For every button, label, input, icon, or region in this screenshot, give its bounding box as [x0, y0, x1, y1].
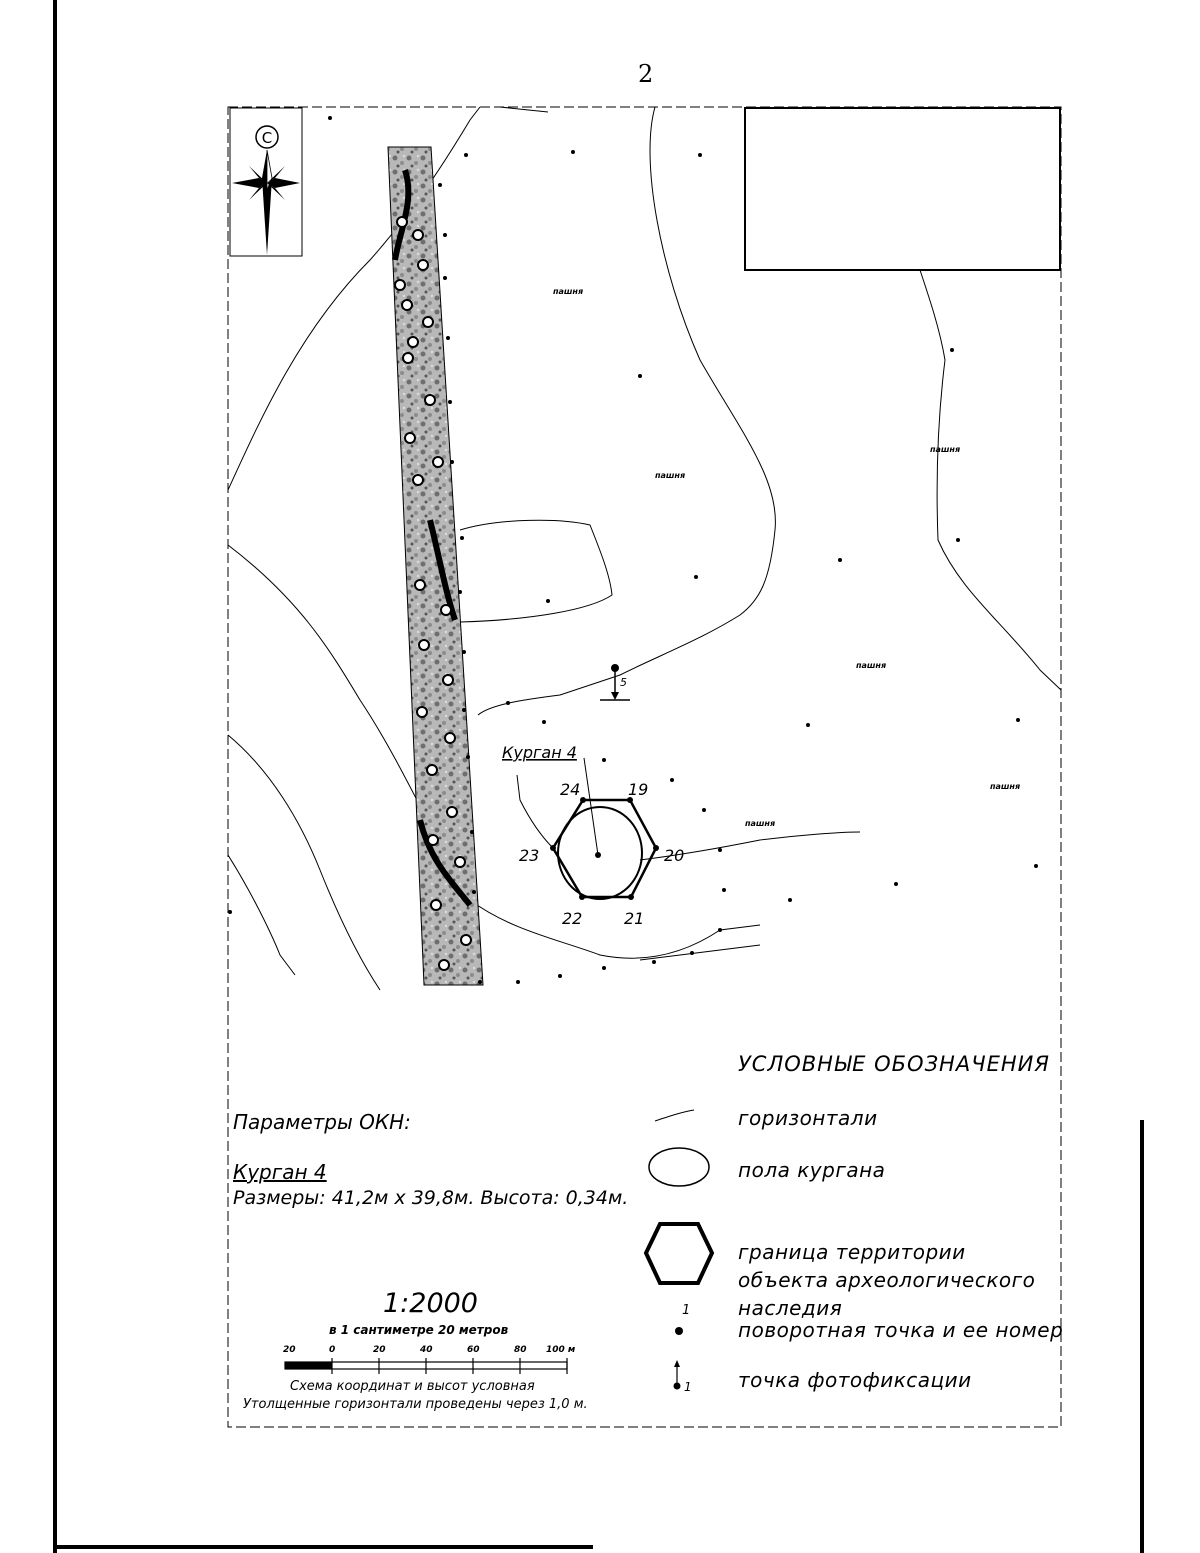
scale-ratio: 1:2000 [383, 1288, 478, 1319]
scale-note-contours: Утолщенные горизонтали проведены через 1,0 м. [243, 1397, 588, 1412]
stamp-box [745, 108, 1060, 270]
field-labels [553, 287, 1020, 828]
scale-bar [285, 1358, 567, 1374]
vertex-label: 22 [562, 909, 583, 928]
legend-title: УСЛОВНЫЕ ОБОЗНАЧЕНИЯ [738, 1052, 1050, 1076]
legend-item-turning-point: поворотная точка и ее номер [738, 1318, 1064, 1342]
legend-item-photo-point: точка фотофиксации [738, 1368, 972, 1392]
vertex-label: 24 [560, 780, 581, 799]
map-frame [228, 107, 1064, 1427]
scale-tick-label: 20 [373, 1345, 386, 1355]
field-label: пашня [990, 782, 1021, 791]
scale-tick-label: 80 [514, 1345, 527, 1355]
field-label: пашня [745, 819, 776, 828]
scale-tick-label: 0 [329, 1345, 336, 1355]
scale-note-coordinates: Схема координат и высот условная [290, 1379, 535, 1394]
ellipse-icon [649, 1148, 709, 1186]
dot-icon [675, 1327, 683, 1335]
params-name: Курган 4 [233, 1160, 327, 1184]
scale-tick-label: 20 [283, 1345, 296, 1355]
field-label: пашня [553, 287, 584, 296]
vertex-label: 21 [624, 909, 645, 928]
mound-label: Курган 4 [502, 743, 577, 762]
legend-item-contours: горизонтали [738, 1106, 878, 1130]
field-label: пашня [856, 661, 887, 670]
photo-point-label: 5 [620, 676, 627, 689]
scale-tick-label: 60 [467, 1345, 480, 1355]
params-dimensions: Размеры: 41,2м х 39,8м. Высота: 0,34м. [233, 1187, 629, 1209]
dot-icon-number: 1 [682, 1303, 691, 1318]
contour-line-icon [655, 1110, 694, 1121]
params-title: Параметры ОКН: [233, 1110, 411, 1134]
legend-item-boundary: граница территории объекта археологического наследия [738, 1240, 1036, 1320]
photo-icon-number: 1 [684, 1380, 692, 1394]
photo-point-icon [674, 1360, 681, 1390]
vertex-label: 20 [664, 846, 685, 865]
scale-tick-label: 100 м [546, 1345, 576, 1355]
mound-center-point [595, 852, 601, 858]
legend-item-mound-floor: пола кургана [738, 1158, 886, 1182]
scale-tick-label: 40 [420, 1345, 433, 1355]
field-label: пашня [930, 445, 961, 454]
field-label: пашня [655, 471, 686, 480]
hexagon-icon [646, 1224, 712, 1283]
vertex-label: 23 [519, 846, 540, 865]
page-number: 2 [638, 60, 654, 88]
north-letter: С [261, 129, 273, 147]
vertex-labels [519, 780, 684, 928]
scale-subtitle: в 1 сантиметре 20 метров [329, 1323, 509, 1337]
vertex-label: 19 [628, 780, 649, 799]
